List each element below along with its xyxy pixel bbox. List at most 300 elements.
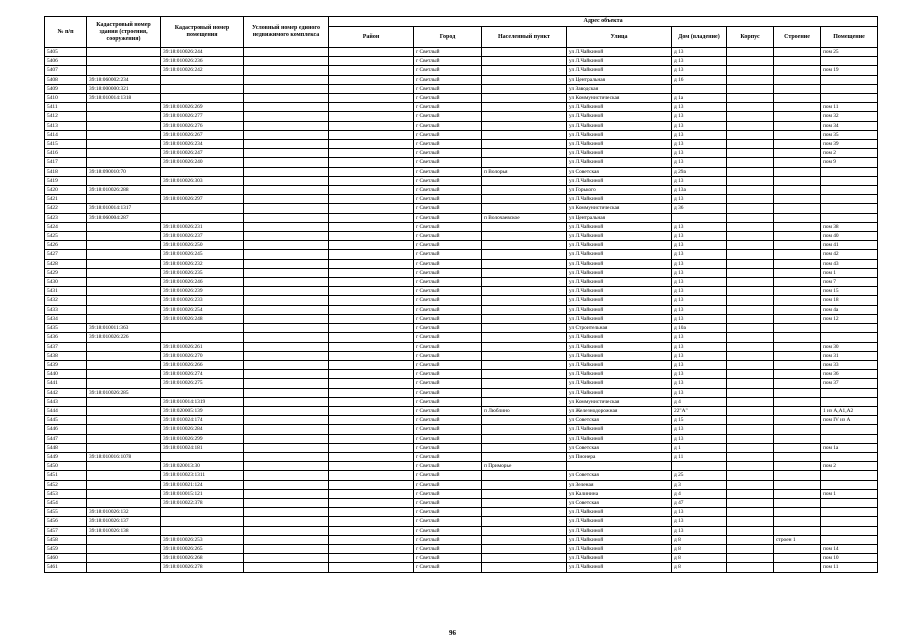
cell-street: ул Калинина xyxy=(567,489,672,498)
cell-street: ул Л.Чайкиной xyxy=(567,434,672,443)
cell-corpus xyxy=(727,452,774,461)
cell-street: ул Л.Чайкиной xyxy=(567,544,672,553)
cell-cad-building: 39:18:010014:1318 xyxy=(87,94,161,103)
cell-num: 5420 xyxy=(45,186,87,195)
cell-settlement xyxy=(482,517,567,526)
cell-premise xyxy=(821,480,878,489)
cell-settlement: п Люблино xyxy=(482,406,567,415)
cell-city: г Светлый xyxy=(414,268,482,277)
cell-house: д 8 xyxy=(672,535,727,544)
cell-city: г Светлый xyxy=(414,287,482,296)
cell-house: д 13 xyxy=(672,305,727,314)
cell-cad-building: 39:18:010026:285 xyxy=(87,388,161,397)
cell-structure xyxy=(774,130,821,139)
cell-city: г Светлый xyxy=(414,84,482,93)
cell-premise xyxy=(821,94,878,103)
cell-cad-building: 39:18:010011:363 xyxy=(87,324,161,333)
cell-premise xyxy=(821,324,878,333)
cell-cad-building: 39:18:010026:132 xyxy=(87,508,161,517)
cell-cad-building xyxy=(87,535,161,544)
cell-cad-building xyxy=(87,241,161,250)
register-table xyxy=(44,16,878,573)
header-city: Город xyxy=(414,27,482,48)
cell-corpus xyxy=(727,48,774,57)
cell-street: ул Л.Чайкиной xyxy=(567,554,672,563)
header-cad-building: Кадастровый номер здания (строения, сооружения) xyxy=(87,17,161,48)
cell-cad-premise: 39:18:010026:248 xyxy=(161,314,244,323)
cell-num: 5448 xyxy=(45,443,87,452)
cell-district xyxy=(329,314,414,323)
cell-structure xyxy=(774,397,821,406)
cell-conditional xyxy=(244,452,329,461)
cell-street: ул Коммунистическая xyxy=(567,94,672,103)
cell-structure xyxy=(774,204,821,213)
cell-corpus xyxy=(727,397,774,406)
cell-city: г Светлый xyxy=(414,48,482,57)
cell-corpus xyxy=(727,305,774,314)
cell-city: г Светлый xyxy=(414,452,482,461)
cell-structure xyxy=(774,314,821,323)
cell-district xyxy=(329,121,414,130)
cell-cad-building xyxy=(87,268,161,277)
cell-street: ул Строительная xyxy=(567,324,672,333)
cell-num: 5413 xyxy=(45,121,87,130)
cell-cad-building xyxy=(87,498,161,507)
cell-structure xyxy=(774,75,821,84)
cell-house: д 13 xyxy=(672,360,727,369)
cell-num: 5437 xyxy=(45,342,87,351)
cell-structure xyxy=(774,268,821,277)
cell-corpus xyxy=(727,204,774,213)
cell-cad-premise: 39:18:010026:237 xyxy=(161,232,244,241)
cell-cad-premise: 39:18:010015:121 xyxy=(161,489,244,498)
cell-street: ул Зеленая xyxy=(567,480,672,489)
cell-house: д 15 xyxy=(672,416,727,425)
cell-city: г Светлый xyxy=(414,259,482,268)
cell-house: д 13 xyxy=(672,222,727,231)
cell-corpus xyxy=(727,434,774,443)
cell-district xyxy=(329,84,414,93)
cell-num: 5421 xyxy=(45,195,87,204)
cell-settlement xyxy=(482,287,567,296)
cell-district xyxy=(329,213,414,222)
cell-cad-premise xyxy=(161,167,244,176)
cell-num: 5441 xyxy=(45,379,87,388)
cell-num: 5417 xyxy=(45,158,87,167)
table-row xyxy=(45,287,878,296)
cell-corpus xyxy=(727,406,774,415)
table-row xyxy=(45,103,878,112)
cell-settlement xyxy=(482,324,567,333)
cell-house: д 29а xyxy=(672,167,727,176)
cell-conditional xyxy=(244,554,329,563)
cell-street: ул Л.Чайкиной xyxy=(567,535,672,544)
cell-conditional xyxy=(244,480,329,489)
cell-district xyxy=(329,370,414,379)
cell-structure xyxy=(774,462,821,471)
cell-num: 5407 xyxy=(45,66,87,75)
cell-corpus xyxy=(727,130,774,139)
cell-num: 5412 xyxy=(45,112,87,121)
cell-conditional xyxy=(244,406,329,415)
cell-structure xyxy=(774,360,821,369)
cell-structure xyxy=(774,94,821,103)
cell-cad-building xyxy=(87,379,161,388)
cell-cad-premise: 39:18:010026:247 xyxy=(161,149,244,158)
header-settlement: Населенный пункт xyxy=(482,27,567,48)
cell-district xyxy=(329,397,414,406)
cell-cad-premise: 39:18:010026:265 xyxy=(161,544,244,553)
cell-district xyxy=(329,416,414,425)
cell-cad-premise xyxy=(161,94,244,103)
cell-settlement xyxy=(482,416,567,425)
cell-cad-building xyxy=(87,544,161,553)
cell-premise: пом 36 xyxy=(821,370,878,379)
cell-street: ул Л.Чайкиной xyxy=(567,526,672,535)
cell-conditional xyxy=(244,425,329,434)
cell-district xyxy=(329,232,414,241)
cell-cad-premise xyxy=(161,186,244,195)
cell-house: д 4 xyxy=(672,489,727,498)
cell-district xyxy=(329,130,414,139)
cell-conditional xyxy=(244,66,329,75)
cell-house: д 13 xyxy=(672,370,727,379)
cell-structure xyxy=(774,434,821,443)
cell-premise: пом 7 xyxy=(821,278,878,287)
cell-premise xyxy=(821,195,878,204)
cell-settlement xyxy=(482,103,567,112)
cell-cad-building xyxy=(87,287,161,296)
cell-house: д 8 xyxy=(672,554,727,563)
cell-premise: 1 из А,А1,А2 xyxy=(821,406,878,415)
table-row xyxy=(45,508,878,517)
cell-premise: пом 38 xyxy=(821,222,878,231)
cell-house: д 4 xyxy=(672,397,727,406)
cell-num: 5426 xyxy=(45,241,87,250)
cell-settlement xyxy=(482,241,567,250)
table-row xyxy=(45,66,878,75)
cell-house: д 13 xyxy=(672,140,727,149)
cell-settlement xyxy=(482,388,567,397)
cell-num: 5430 xyxy=(45,278,87,287)
cell-settlement xyxy=(482,351,567,360)
cell-cad-premise: 39:18:010026:266 xyxy=(161,360,244,369)
cell-street: ул Л.Чайкиной xyxy=(567,517,672,526)
cell-num: 5442 xyxy=(45,388,87,397)
cell-corpus xyxy=(727,443,774,452)
cell-street: ул Л.Чайкиной xyxy=(567,195,672,204)
cell-city: г Светлый xyxy=(414,351,482,360)
cell-premise: пом 43 xyxy=(821,259,878,268)
cell-cad-premise: 39:18:010024:174 xyxy=(161,416,244,425)
table-row xyxy=(45,75,878,84)
cell-cad-premise: 39:18:010026:231 xyxy=(161,222,244,231)
cell-structure xyxy=(774,333,821,342)
cell-settlement xyxy=(482,140,567,149)
cell-settlement xyxy=(482,452,567,461)
cell-cad-premise: 39:18:010026:270 xyxy=(161,351,244,360)
cell-district xyxy=(329,250,414,259)
cell-corpus xyxy=(727,370,774,379)
cell-cad-building xyxy=(87,305,161,314)
cell-premise xyxy=(821,397,878,406)
cell-conditional xyxy=(244,462,329,471)
cell-house: д 13 xyxy=(672,425,727,434)
cell-cad-premise: 39:18:010026:244 xyxy=(161,48,244,57)
table-row xyxy=(45,535,878,544)
cell-cad-premise: 39:18:010026:235 xyxy=(161,268,244,277)
cell-house: д 13 xyxy=(672,296,727,305)
cell-house: д 47 xyxy=(672,498,727,507)
cell-district xyxy=(329,406,414,415)
cell-conditional xyxy=(244,259,329,268)
cell-cad-building xyxy=(87,425,161,434)
cell-settlement xyxy=(482,130,567,139)
cell-cad-premise: 39:18:010022:378 xyxy=(161,498,244,507)
cell-structure xyxy=(774,259,821,268)
cell-house: д 13 xyxy=(672,268,727,277)
cell-premise: пом 11 xyxy=(821,103,878,112)
cell-corpus xyxy=(727,213,774,222)
cell-structure xyxy=(774,296,821,305)
cell-cad-premise: 39:18:010026:236 xyxy=(161,57,244,66)
cell-premise: пом 11 xyxy=(821,563,878,572)
cell-district xyxy=(329,360,414,369)
cell-house: д 13 xyxy=(672,379,727,388)
cell-district xyxy=(329,351,414,360)
cell-structure: строен 1 xyxy=(774,535,821,544)
cell-cad-building: 39:18:060002:234 xyxy=(87,75,161,84)
cell-street: ул Л.Чайкиной xyxy=(567,57,672,66)
cell-cad-premise xyxy=(161,324,244,333)
cell-corpus xyxy=(727,278,774,287)
cell-structure xyxy=(774,158,821,167)
cell-settlement: п Приморье xyxy=(482,462,567,471)
cell-district xyxy=(329,462,414,471)
table-row xyxy=(45,489,878,498)
cell-settlement xyxy=(482,121,567,130)
cell-conditional xyxy=(244,232,329,241)
cell-street: ул Железнодорожная xyxy=(567,406,672,415)
cell-cad-premise: 39:18:010026:239 xyxy=(161,287,244,296)
cell-district xyxy=(329,259,414,268)
cell-settlement xyxy=(482,554,567,563)
cell-cad-premise xyxy=(161,517,244,526)
cell-settlement xyxy=(482,75,567,84)
cell-num: 5411 xyxy=(45,103,87,112)
cell-house: д 13 xyxy=(672,278,727,287)
cell-cad-building xyxy=(87,158,161,167)
cell-district xyxy=(329,278,414,287)
cell-house: д 13 xyxy=(672,434,727,443)
cell-city: г Светлый xyxy=(414,195,482,204)
cell-city: г Светлый xyxy=(414,342,482,351)
cell-conditional xyxy=(244,379,329,388)
cell-conditional xyxy=(244,305,329,314)
header-district: Район xyxy=(329,27,414,48)
cell-premise xyxy=(821,333,878,342)
cell-conditional xyxy=(244,314,329,323)
cell-corpus xyxy=(727,333,774,342)
cell-conditional xyxy=(244,517,329,526)
cell-house: д 13 xyxy=(672,195,727,204)
cell-street: ул Л.Чайкиной xyxy=(567,425,672,434)
cell-corpus xyxy=(727,66,774,75)
cell-premise: пом IV из А xyxy=(821,416,878,425)
cell-settlement xyxy=(482,314,567,323)
cell-num: 5460 xyxy=(45,554,87,563)
table-row xyxy=(45,204,878,213)
cell-city: г Светлый xyxy=(414,425,482,434)
cell-settlement xyxy=(482,360,567,369)
table-row xyxy=(45,471,878,480)
cell-city: г Светлый xyxy=(414,75,482,84)
cell-city: г Светлый xyxy=(414,526,482,535)
cell-cad-building xyxy=(87,250,161,259)
cell-settlement xyxy=(482,66,567,75)
header-street: Улица xyxy=(567,27,672,48)
cell-cad-premise: 39:18:010026:261 xyxy=(161,342,244,351)
cell-conditional xyxy=(244,268,329,277)
cell-structure xyxy=(774,443,821,452)
table-row xyxy=(45,167,878,176)
table-row xyxy=(45,130,878,139)
cell-corpus xyxy=(727,121,774,130)
cell-street: ул Л.Чайкиной xyxy=(567,222,672,231)
cell-corpus xyxy=(727,268,774,277)
cell-district xyxy=(329,204,414,213)
cell-structure xyxy=(774,452,821,461)
cell-house: д 13 xyxy=(672,250,727,259)
cell-cad-premise xyxy=(161,75,244,84)
cell-cad-building xyxy=(87,121,161,130)
cell-num: 5414 xyxy=(45,130,87,139)
cell-street: ул Заводская xyxy=(567,84,672,93)
cell-settlement xyxy=(482,296,567,305)
table-row xyxy=(45,121,878,130)
cell-structure xyxy=(774,112,821,121)
cell-cad-premise: 39:18:010026:240 xyxy=(161,158,244,167)
cell-premise: пом 14 xyxy=(821,544,878,553)
cell-structure xyxy=(774,121,821,130)
cell-settlement xyxy=(482,305,567,314)
cell-premise: пом 42 xyxy=(821,250,878,259)
cell-house: д 13 xyxy=(672,57,727,66)
cell-premise: пом 2 xyxy=(821,462,878,471)
cell-cad-premise: 39:18:010026:303 xyxy=(161,176,244,185)
cell-street: ул Л.Чайкиной xyxy=(567,333,672,342)
cell-cad-premise: 39:18:010026:250 xyxy=(161,241,244,250)
cell-structure xyxy=(774,222,821,231)
cell-district xyxy=(329,480,414,489)
cell-cad-premise: 39:18:010021:124 xyxy=(161,480,244,489)
cell-house: д 13а xyxy=(672,186,727,195)
cell-city: г Светлый xyxy=(414,305,482,314)
cell-street: ул Советская xyxy=(567,498,672,507)
cell-premise xyxy=(821,517,878,526)
cell-settlement xyxy=(482,535,567,544)
cell-premise: пом 35 xyxy=(821,130,878,139)
cell-premise xyxy=(821,526,878,535)
table-row xyxy=(45,84,878,93)
cell-house xyxy=(672,462,727,471)
cell-district xyxy=(329,241,414,250)
cell-num: 5432 xyxy=(45,296,87,305)
cell-cad-premise: 39:18:010026:275 xyxy=(161,379,244,388)
cell-cad-premise: 39:18:010023:1311 xyxy=(161,471,244,480)
cell-district xyxy=(329,526,414,535)
cell-conditional xyxy=(244,241,329,250)
cell-cad-premise xyxy=(161,526,244,535)
cell-corpus xyxy=(727,84,774,93)
cell-street: ул Л.Чайкиной xyxy=(567,158,672,167)
cell-conditional xyxy=(244,351,329,360)
table-row xyxy=(45,232,878,241)
cell-house: д 16 xyxy=(672,75,727,84)
cell-cad-premise: 39:18:010026:232 xyxy=(161,259,244,268)
cell-district xyxy=(329,452,414,461)
cell-district xyxy=(329,268,414,277)
cell-cad-premise: 39:18:010026:267 xyxy=(161,130,244,139)
cell-corpus xyxy=(727,287,774,296)
cell-corpus xyxy=(727,471,774,480)
cell-conditional xyxy=(244,434,329,443)
cell-street: ул Советская xyxy=(567,443,672,452)
cell-conditional xyxy=(244,112,329,121)
cell-num: 5416 xyxy=(45,149,87,158)
cell-street: ул Л.Чайкиной xyxy=(567,342,672,351)
cell-corpus xyxy=(727,416,774,425)
cell-conditional xyxy=(244,535,329,544)
cell-city: г Светлый xyxy=(414,416,482,425)
cell-house: д 3 xyxy=(672,480,727,489)
cell-district xyxy=(329,544,414,553)
cell-cad-premise: 39:18:010014:1319 xyxy=(161,397,244,406)
cell-cad-building xyxy=(87,471,161,480)
cell-house: д 13 xyxy=(672,333,727,342)
cell-district xyxy=(329,48,414,57)
cell-settlement xyxy=(482,480,567,489)
cell-conditional xyxy=(244,84,329,93)
cell-street: ул Л.Чайкиной xyxy=(567,241,672,250)
table-row xyxy=(45,278,878,287)
cell-city: г Светлый xyxy=(414,462,482,471)
cell-structure xyxy=(774,48,821,57)
cell-num: 5438 xyxy=(45,351,87,360)
cell-street: ул Л.Чайкиной xyxy=(567,103,672,112)
cell-premise: пом 1 xyxy=(821,489,878,498)
cell-structure xyxy=(774,416,821,425)
cell-premise: пом 18 xyxy=(821,296,878,305)
cell-premise: пом 15 xyxy=(821,287,878,296)
cell-city: г Светлый xyxy=(414,388,482,397)
table-row xyxy=(45,250,878,259)
cell-cad-building xyxy=(87,176,161,185)
page-number: 96 xyxy=(449,629,456,637)
cell-num: 5406 xyxy=(45,57,87,66)
table-row xyxy=(45,443,878,452)
cell-district xyxy=(329,195,414,204)
cell-structure xyxy=(774,103,821,112)
cell-house: д 1 xyxy=(672,443,727,452)
cell-settlement xyxy=(482,158,567,167)
cell-corpus xyxy=(727,388,774,397)
cell-structure xyxy=(774,241,821,250)
cell-structure xyxy=(774,370,821,379)
cell-cad-building xyxy=(87,149,161,158)
cell-structure xyxy=(774,176,821,185)
cell-premise: пом 32 xyxy=(821,112,878,121)
